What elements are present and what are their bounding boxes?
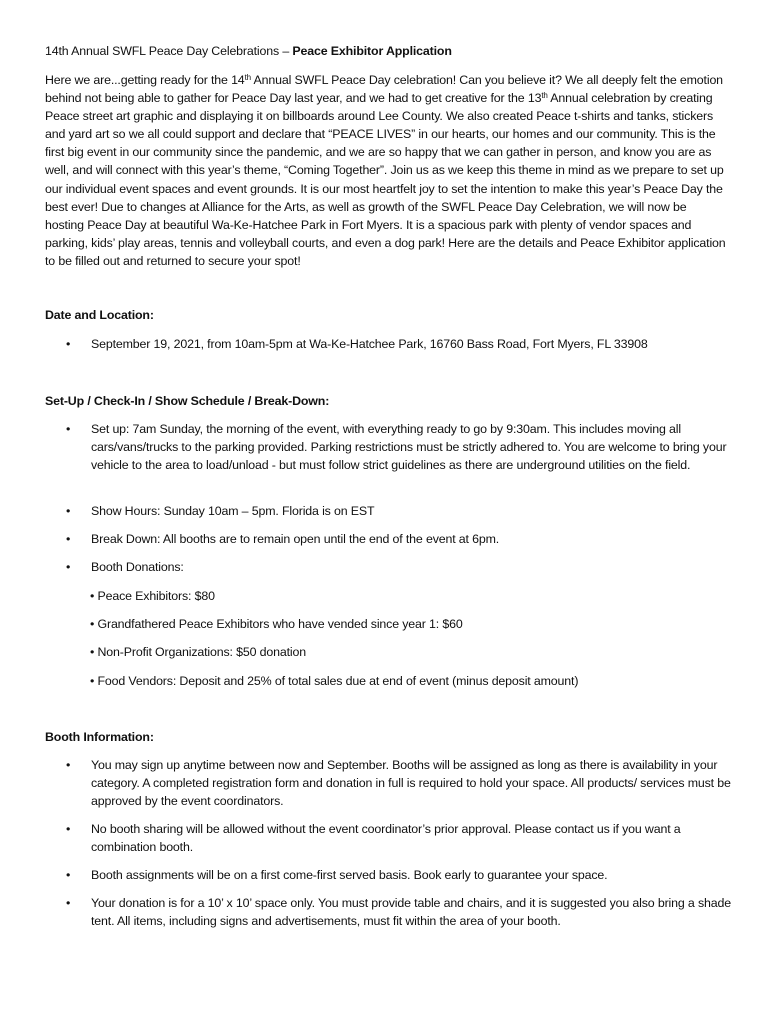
- bullet-icon: •: [66, 560, 71, 574]
- intro-superscript-1: th: [244, 73, 251, 82]
- donation-grandfathered: • Grandfathered Peace Exhibitors who have vended since year 1: $60: [90, 617, 463, 631]
- list-item-text: Break Down: All booths are to remain open until the end of the event at 6pm.: [91, 532, 500, 546]
- list-item-text: Your donation is for a 10’ x 10’ space only. You must provide table and chairs, and it is suggested you also bring a shade tent. All items, including signs and advertisements, must fit within the area of your booth.: [91, 896, 731, 929]
- document-title: [45, 42, 452, 60]
- intro-part-2: Annual SWFL Peace Day celebration! Can you believe it? We all deeply felt the emotion behind not being able to gather for Peace Day last year, and we had to get creative for the 13: [45, 73, 723, 106]
- booth-item-sharing: [45, 820, 735, 856]
- heading-schedule: Set-Up / Check-In / Show Schedule / Break-Down:: [45, 394, 330, 408]
- list-item: [45, 558, 735, 576]
- bullet-icon: •: [66, 896, 71, 910]
- donation-peace-exhibitors: • Peace Exhibitors: $80: [90, 589, 215, 603]
- booth-item-assignments: [45, 866, 735, 884]
- list-item: [45, 530, 735, 548]
- bullet-icon: •: [66, 822, 71, 836]
- list-item-text: Set up: 7am Sunday, the morning of the event, with everything ready to go by 9:30am. This includes moving all cars/vans/trucks to the parking provided. Parking restrictions must be strictly adhered to. You are welcome to bring your vehicle to the area to load/unload - but must follow strict guidelines as there are underground utilities on the field.: [91, 422, 727, 473]
- donation-non-profit: • Non-Profit Organizations: $50 donation: [90, 645, 306, 659]
- intro-part-1: Here we are...getting ready for the 14: [45, 73, 245, 87]
- booth-item-signup: [45, 756, 735, 810]
- list-item-text: Booth Donations:: [91, 560, 184, 574]
- list-item: [45, 420, 735, 474]
- list-item: [45, 866, 735, 884]
- list-item-text: You may sign up anytime between now and September. Booths will be assigned as long as there is availability in your category. A completed registration form and donation in full is required to hold your space. All products/ services must be approved by the event coordinators.: [91, 758, 731, 809]
- bullet-icon: •: [66, 532, 71, 546]
- list-item: [45, 502, 735, 520]
- bullet-icon: •: [66, 504, 71, 518]
- list-item-text: September 19, 2021, from 10am-5pm at Wa-Ke-Hatchee Park, 16760 Bass Road, Fort Myers, FL 33908: [91, 337, 648, 351]
- bullet-icon: •: [66, 422, 71, 436]
- list-item: [45, 335, 735, 353]
- list-item-text: No booth sharing will be allowed without the event coordinator’s prior approval. Please contact us if you want a combination booth.: [91, 822, 681, 855]
- title-bold: Peace Exhibitor Application: [292, 44, 452, 58]
- list-item: [45, 894, 735, 930]
- heading-booth-information: Booth Information:: [45, 730, 154, 744]
- schedule-item-break-down: [45, 530, 735, 548]
- date-location-list: [45, 335, 735, 353]
- bullet-icon: •: [66, 868, 71, 882]
- title-prefix: 14th Annual SWFL Peace Day Celebrations –: [45, 44, 293, 58]
- list-item: [45, 756, 735, 810]
- list-item: [45, 820, 735, 856]
- intro-part-3: Annual celebration by creating Peace street art graphic and displaying it on billboards around Lee County. We also created Peace t-shirts and tanks, stickers and yard art so we all could support and declare that “PEACE LIVES” in our hearts, our homes and our community. This is the first big event in our community since the pandemic, and we are so happy that we can gather in person, and know you are as well, and will connect with this year’s theme, “Coming Together”. Join us as we keep this theme in mind as we prepare to set up our individual event spaces and event grounds. It is our most heartfelt joy to set the intention to make this year’s Peace Day the best ever! Due to changes at Alliance for the Arts, as well as growth of the SWFL Peace Day Celebration, we will now be hosting Peace Day at beautiful Wa-Ke-Hatchee Park in Fort Myers. It is a spacious park with plenty of vendor spaces and parking, kids’ play areas, tennis and volleyball courts, and even a dog park! Here are the details and Peace Exhibitor application to be filled out and returned to secure your spot!: [45, 91, 726, 268]
- bullet-icon: •: [66, 758, 71, 772]
- schedule-item-setup: [45, 420, 735, 474]
- intro-superscript-2: th: [541, 91, 548, 101]
- donation-food-vendors: • Food Vendors: Deposit and 25% of total sales due at end of event (minus deposit amount): [90, 674, 579, 688]
- schedule-item-donations: [45, 558, 735, 576]
- booth-item-space: [45, 894, 735, 930]
- list-item-text: Booth assignments will be on a first come-first served basis. Book early to guarantee your space.: [91, 868, 608, 882]
- schedule-item-show-hours: [45, 502, 735, 520]
- heading-date-location: Date and Location:: [45, 308, 154, 322]
- bullet-icon: •: [66, 337, 71, 351]
- intro-paragraph: [45, 71, 727, 270]
- list-item-text: Show Hours: Sunday 10am – 5pm. Florida is on EST: [91, 504, 375, 518]
